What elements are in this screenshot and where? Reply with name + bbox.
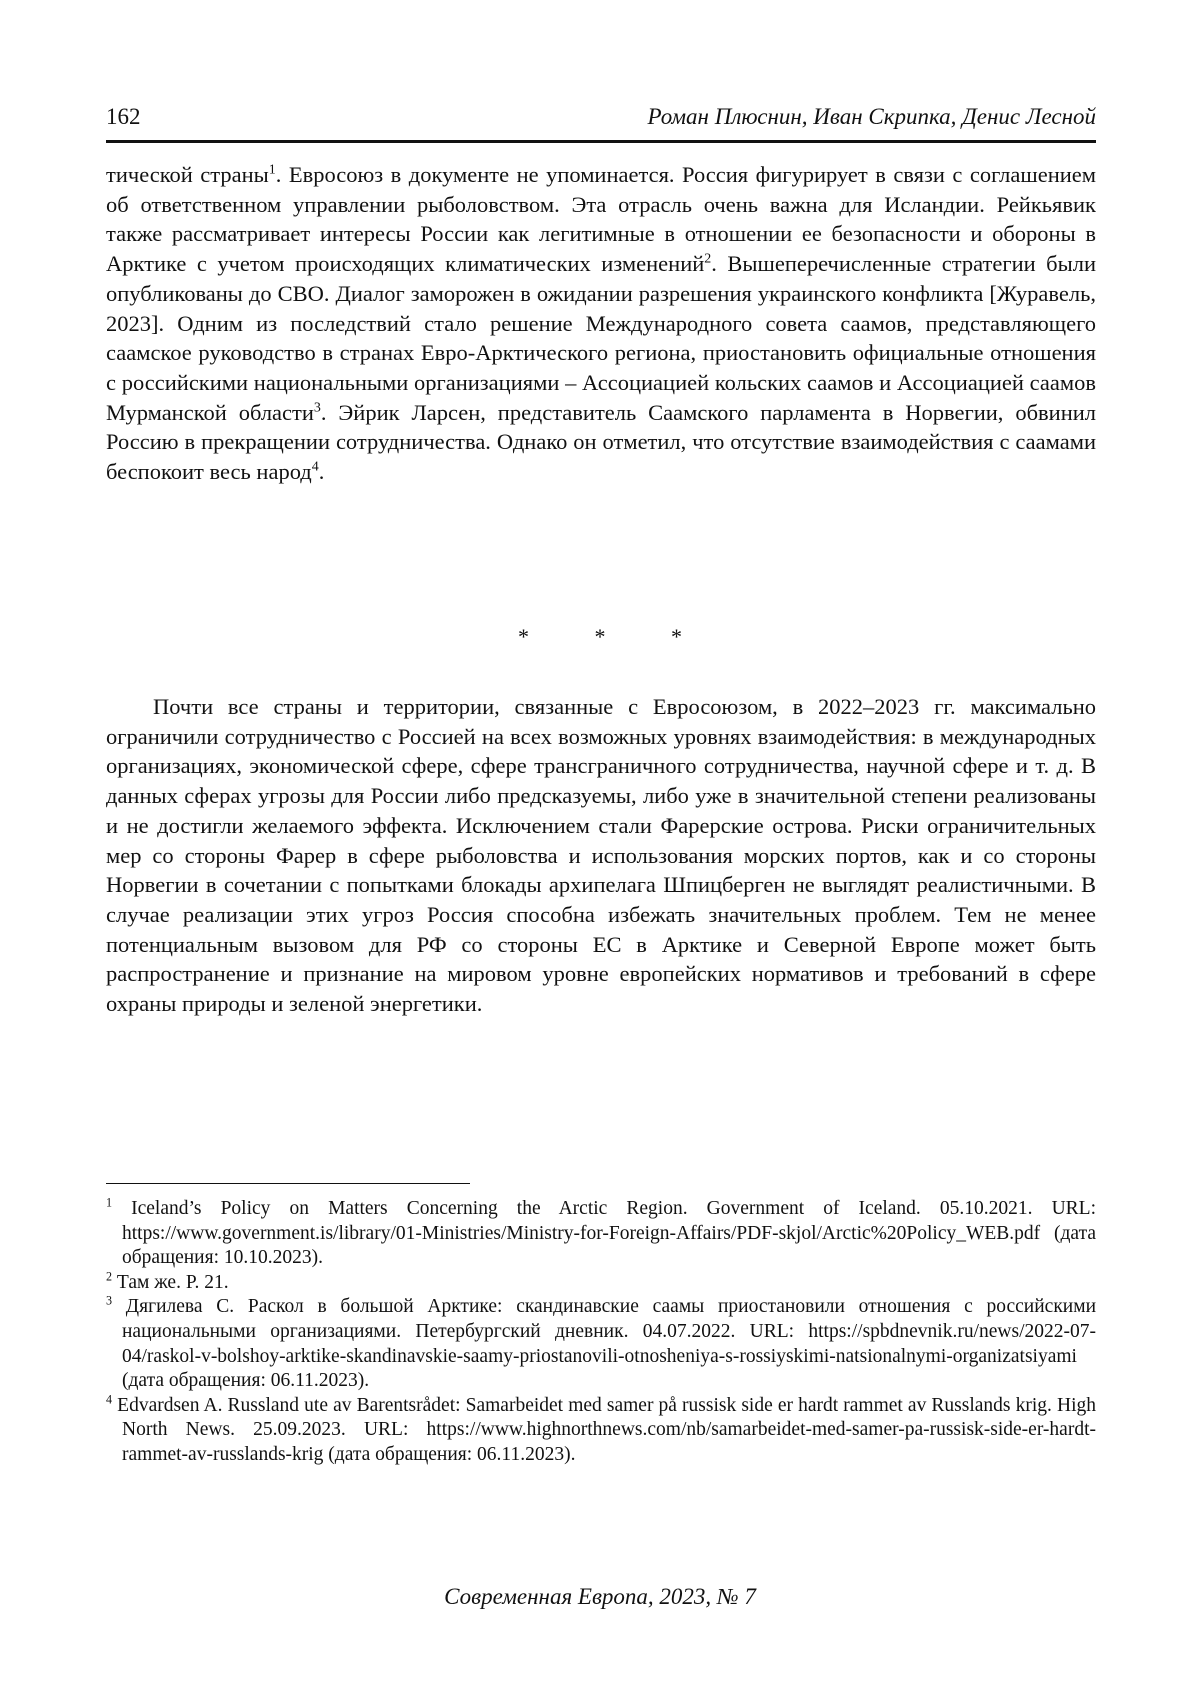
text: . <box>318 459 325 485</box>
footnote-3 <box>106 1295 1096 1393</box>
footnote-ref-2[interactable]: 2 <box>704 251 712 267</box>
journal-footer: Современная Европа, 2023, № 7 <box>444 1584 756 1609</box>
text: . Евросоюз в документе не упоминается. Россия фигурирует в связи с соглашением об ответственном управлении рыболовством. Эта отрасль очень важна для Исландии. Рейкьявик также рассматривает интересы России как легитимные в отношении ее безопасности и обороны в Арктике с учетом происходящих климатических изменений <box>106 162 1096 277</box>
footnote-ref-1[interactable]: 1 <box>268 162 276 178</box>
footnote-text: Там же. P. 21. <box>116 1271 229 1293</box>
text: тической страны <box>106 162 269 187</box>
footnote-4 <box>106 1394 1096 1468</box>
header-rule <box>106 140 1096 143</box>
footnote-number: 1 <box>106 1195 113 1210</box>
footnote-number: 2 <box>106 1269 113 1284</box>
footnote-text: Edvardsen A. Russland ute av Barentsrådet: Samarbeidet med samer på russisk side er hardt rammet av Russlands krig. High North News. 25.09.2023. URL: https://www.highnorthnews.com/nb/samarbeidet-med-samer-pa-russisk-side-er-hardt-rammet-av-russlands-krig (дата обращения: 06.11.2023). <box>117 1394 1096 1465</box>
page-number: 162 <box>106 104 141 129</box>
footnote-ref-3[interactable]: 3 <box>313 400 321 416</box>
paragraph-2: Почти все страны и территории, связанные с Евросоюзом, в 2022–2023 гг. максимально ограничили сотрудничество с Россией на всех возможных уровнях взаимодействия: в международных организациях, экономической сфере, сфере трансграничного сотрудничества, научной сфере и т. д. В данных сферах угрозы для России либо предсказуемы, либо уже в значительной степени реализованы и не достигли желаемого эффекта. Исключением стали Фарерские острова. Риски ограничительных мер со стороны Фарер в сфере рыболовства и использования морских портов, как и со стороны Норвегии в сочетании с попытками блокады архипелага Шпицберген не выглядят реалистичными. В случае реализации этих угроз Россия способна избежать значительных проблем. Тем не менее потенциальным вызовом для РФ со стороны ЕС в Арктике и Северной Европе может быть распространение и признание на мировом уровне европейских нормативов и требований в сфере охраны природы и зеленой энергетики. <box>106 694 1096 1017</box>
section-separator: * * * <box>518 624 682 649</box>
header-authors: Роман Плюснин, Иван Скрипка, Денис Лесной <box>647 104 1096 129</box>
footnote-2 <box>106 1271 1096 1296</box>
footnote-rule <box>106 1183 470 1184</box>
footnote-1 <box>106 1197 1096 1271</box>
paragraph-1 <box>106 160 1096 487</box>
footnote-text: Iceland’s Policy on Matters Concerning the Arctic Region. Government of Iceland. 05.10.2021. URL: https://www.government.is/library/01-Ministries/Ministry-for-Foreign-Affairs/PDF-skjol/Arctic%20Policy_WEB.pdf (дата обращения: 10.10.2023). <box>122 1198 1096 1269</box>
text: . Эйрик Ларсен, представитель Саамского парламента в Норвегии, обвинил Россию в прекращении сотрудничества. Однако он отметил, что отсутствие взаимодействия с саамами беспокоит весь народ <box>106 399 1097 485</box>
footnote-ref-4[interactable]: 4 <box>311 459 319 475</box>
footnotes <box>106 1197 1096 1468</box>
footnote-number: 3 <box>106 1293 113 1308</box>
footnote-text: Дягилева С. Раскол в большой Арктике: скандинавские саамы приостановили отношения с российскими национальными организациями. Петербургский дневник. 04.07.2022. URL: https://spbdnevnik.ru/news/2022-07-04/raskol-v-bolshoy-arktike-skandinavskie-saamy-priostanovili-otnosheniya-s-rossiyskimi-natsionalnymi-organizatsiyami (дата обращения: 06.11.2023). <box>122 1296 1097 1392</box>
footnote-number: 4 <box>106 1392 113 1407</box>
text: . Вышеперечисленные стратегии были опубликованы до СВО. Диалог заморожен в ожидании разрешения украинского конфликта [Журавель, 2023]. Одним из последствий стало решение Международного совета саамов, представляющего саамское руководство в странах Евро-Арктического региона, приостановить официальные отношения с российскими национальными организациями – Ассоциацией кольских саамов и Ассоциацией саамов Мурманской области <box>106 251 1096 425</box>
running-header <box>106 104 1096 134</box>
